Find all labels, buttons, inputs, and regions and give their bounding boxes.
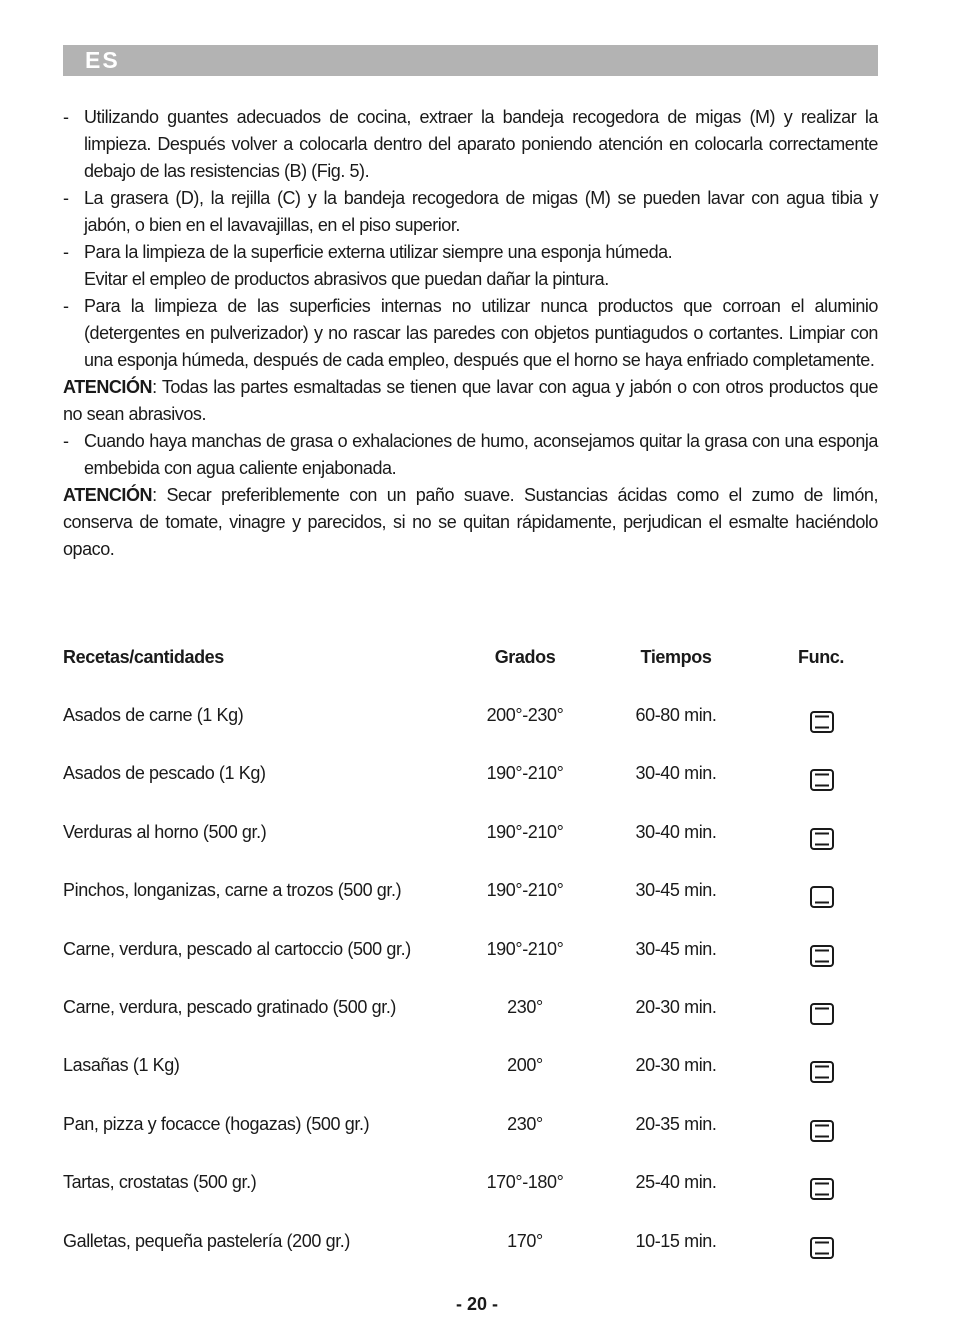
instruction-dishwasher: - La grasera (D), la rejilla (C) y la bandeja recogedora de migas (M) se pueden lavar con agua tibia y jabón, o bien en el lavavajillas, en el piso superior.	[63, 185, 878, 239]
recipe-degrees: 190°-210°	[486, 938, 564, 959]
bullet-dash: -	[63, 296, 69, 316]
page-number: - 20 -	[455, 1294, 498, 1314]
bullet-dash: -	[63, 431, 69, 451]
recipe-time: 20-30 min.	[635, 996, 717, 1017]
recipe-degrees: 230°	[507, 996, 543, 1017]
recipe-degrees: 200°-230°	[486, 705, 564, 725]
warning-label: ATENCIÓN	[63, 485, 153, 505]
oven-top-bottom-heat-icon	[809, 1060, 835, 1084]
table-row	[63, 1112, 878, 1170]
recipe-name: Tartas, crostatas (500 gr.)	[63, 1172, 257, 1193]
recipe-name: Lasañas (1 Kg)	[63, 1055, 180, 1076]
recipe-name: Carne, verdura, pescado al cartoccio (500 gr.)	[63, 938, 411, 959]
table-row	[63, 1170, 878, 1228]
recipe-degrees: 190°-210°	[486, 880, 564, 901]
recipe-degrees: 170°	[507, 1230, 543, 1251]
table-row	[63, 1229, 878, 1287]
recipe-degrees: 200°	[507, 1055, 543, 1076]
table-row	[63, 1053, 878, 1111]
language-header-bar	[63, 45, 878, 76]
oven-top-bottom-heat-icon	[809, 1236, 835, 1260]
warning-acids: ATENCIÓN: Secar preferiblemente con un paño suave. Sustancias ácidas como el zumo de limón, conserva de tomate, vinagre y parecidos, si no se quitan rápidamente, perjudican el esmalte haciéndolo opaco.	[63, 485, 878, 559]
recipe-degrees: 190°-210°	[486, 821, 564, 842]
table-row	[63, 820, 878, 878]
recipe-degrees: 230°	[507, 1113, 543, 1134]
recipe-time: 30-45 min.	[635, 938, 717, 959]
language-code: ES	[85, 47, 120, 73]
instruction-internal-surface: - Para la limpieza de las superficies internas no utilizar nunca productos que corroan el aluminio (detergentes en pulverizador) y no rascar las paredes con objetos puntiagudos o cortantes. Limpiar con una esponja húmeda, después de cada empleo, después que el horno se haya enfriado completamente.	[63, 293, 878, 374]
recipe-time: 20-35 min.	[635, 1113, 717, 1134]
table-row	[63, 761, 878, 819]
table-body	[63, 703, 878, 1287]
table-row	[63, 995, 878, 1053]
header-recipe: Recetas/cantidades	[63, 647, 224, 667]
table-row	[63, 937, 878, 995]
oven-top-heat-icon	[809, 1002, 835, 1026]
recipe-name: Asados de carne (1 Kg)	[63, 705, 244, 725]
recipe-name: Galletas, pequeña pastelería (200 gr.)	[63, 1230, 350, 1251]
recipe-degrees: 190°-210°	[486, 763, 564, 784]
recipe-time: 30-40 min.	[635, 763, 717, 784]
recipe-time: 10-15 min.	[635, 1230, 717, 1251]
header-degrees: Grados	[494, 647, 556, 667]
recipe-time: 60-80 min.	[635, 705, 717, 725]
table-row	[63, 878, 878, 936]
recipe-name: Asados de pescado (1 Kg)	[63, 763, 266, 784]
recipe-name: Verduras al horno (500 gr.)	[63, 821, 267, 842]
warning-label: ATENCIÓN	[63, 377, 153, 397]
recipe-time: 30-45 min.	[635, 880, 717, 901]
recipe-time: 30-40 min.	[635, 821, 717, 842]
oven-top-bottom-heat-icon	[809, 768, 835, 792]
recipe-degrees: 170°-180°	[486, 1172, 564, 1193]
header-time: Tiempos	[640, 647, 712, 667]
bullet-dash: -	[63, 242, 69, 262]
warning-enamel: ATENCIÓN: Todas las partes esmaltadas se tienen que lavar con agua y jabón o con otros productos que no sean abrasivos.	[63, 377, 878, 424]
instruction-crumb-tray: - Utilizando guantes adecuados de cocina, extraer la bandeja recogedora de migas (M) y realizar la limpieza. Después volver a colocarla dentro del aparato poniendo atención en colocarla correctamente debajo de las resistencias (B) (Fig. 5).	[63, 104, 878, 185]
recipe-name: Pan, pizza y focacce (hogazas) (500 gr.)	[63, 1113, 370, 1134]
oven-top-bottom-heat-icon	[809, 710, 835, 734]
header-func: Func.	[798, 647, 844, 667]
cleaning-instructions	[63, 104, 878, 563]
oven-top-bottom-heat-icon	[809, 827, 835, 851]
table-header-row	[63, 645, 878, 675]
instruction-grease-stains: - Cuando haya manchas de grasa o exhalaciones de humo, aconsejamos quitar la grasa con una esponja embebida con agua caliente enjabonada.	[63, 428, 878, 482]
bullet-dash: -	[63, 107, 69, 127]
oven-top-bottom-heat-icon	[809, 944, 835, 968]
recipe-time: 25-40 min.	[635, 1172, 717, 1193]
recipe-time: 20-30 min.	[635, 1055, 717, 1076]
oven-bottom-heat-icon	[809, 885, 835, 909]
oven-top-bottom-heat-icon	[809, 1177, 835, 1201]
bullet-dash: -	[63, 188, 69, 208]
oven-top-bottom-heat-icon	[809, 1119, 835, 1143]
recipe-name: Carne, verdura, pescado gratinado (500 gr.)	[63, 996, 397, 1017]
table-row	[63, 703, 878, 761]
recipe-table	[63, 645, 878, 1287]
recipe-name: Pinchos, longanizas, carne a trozos (500 gr.)	[63, 880, 402, 901]
instruction-external-surface: - Para la limpieza de la superficie externa utilizar siempre una esponja húmeda. Evitar el empleo de productos abrasivos que puedan dañar la pintura.	[63, 239, 878, 293]
